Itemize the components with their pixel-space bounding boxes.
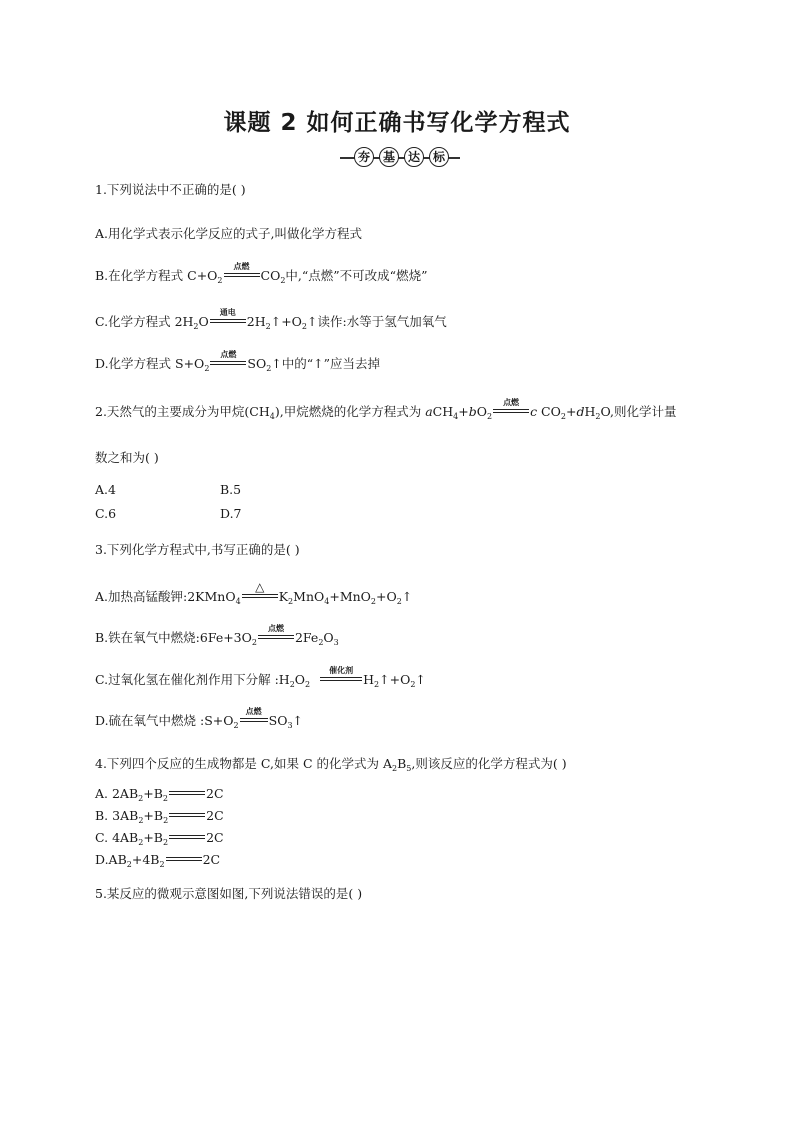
q3-option-b: B.铁在氧气中燃烧$:6Fe+3O_2$ 点燃 $2Fe_2O_3$ <box>95 624 339 647</box>
equals-sign <box>169 811 205 819</box>
equals-sign <box>169 833 205 841</box>
q1-stem: 1.下列说法中不正确的是( ) <box>95 182 246 197</box>
reaction-condition: 点燃 <box>210 359 246 367</box>
q4-option-d: $D.AB_2+4B_2$ 2C <box>95 852 221 869</box>
page-title: 课题 2 如何正确书写化学方程式 <box>223 110 571 136</box>
reaction-condition: 催化剂 <box>320 675 362 683</box>
q1-option-b: B.在化学方程式 $C+O_2$ 点燃 $CO_2$中,“点燃”不可改成“燃烧” <box>95 262 428 285</box>
badge-char: 基 <box>379 147 399 167</box>
q4-option-c: C. $4AB_2+B_2$ 2C <box>95 830 224 847</box>
q4-option-b: B. $3AB_2+B_2$ 2C <box>95 808 224 825</box>
q3-option-d: D.硫在氧气中燃烧 $:S+O_2$ 点燃 $SO_3↑$ <box>95 707 304 730</box>
equals-sign <box>169 789 205 797</box>
q4-option-a: A. $2AB_2+B_2$ 2C <box>95 786 224 803</box>
q2-option-d: D.7 <box>220 506 242 521</box>
q4-stem: 4.下列四个反应的生成物都是 C,如果 C 的化学式为 $A_2B_5$,则该反应的化学方程式为( ) <box>95 756 567 773</box>
q3-option-a: A.加热高锰酸钾:2KMnO$_4$ △ $K_2MnO_4+MnO_2+O_2↑$ <box>95 580 413 606</box>
q1-option-c: C.化学方程式 $2H_2O$ 通电 $2H_2↑+O_2↑$读作:水等于氢气加氧气 <box>95 308 447 331</box>
q2-option-b: B.5 <box>220 482 242 497</box>
reaction-condition: 点燃 <box>240 716 268 724</box>
badge-char: 达 <box>404 147 424 167</box>
q3-option-c: C.过氧化氢在催化剂作用下分解 $:H_2O_2$ 催化剂 $H_2↑+O_2↑$ <box>95 666 426 689</box>
badge-char: 夯 <box>354 147 374 167</box>
equals-sign <box>166 855 202 863</box>
section-badge <box>340 147 460 169</box>
reaction-condition: 点燃 <box>224 271 260 279</box>
q2-stem: 2.天然气的主要成分为甲烷$(CH_4)$,甲烷燃烧的化学方程式为 $aCH_4+bO_2$ 点燃 c $CO_2+dH_2O$,则化学计量 <box>95 398 677 421</box>
q2-option-a: A.4 <box>95 482 116 497</box>
reaction-condition: △ <box>242 592 278 600</box>
q5-stem: 5.某反应的微观示意图如图,下列说法错误的是( ) <box>95 886 363 901</box>
q2-stem-cont: 数之和为( ) <box>95 450 159 465</box>
reaction-condition: 通电 <box>210 317 246 325</box>
reaction-condition: 点燃 <box>258 633 294 641</box>
q1-option-a: A.用化学式表示化学反应的式子,叫做化学方程式 <box>95 226 362 241</box>
reaction-condition: 点燃 <box>493 407 529 415</box>
q3-stem: 3.下列化学方程式中,书写正确的是( ) <box>95 542 300 557</box>
badge-char: 标 <box>429 147 449 167</box>
q2-option-c: C.6 <box>95 506 117 521</box>
q1-option-d: D.化学方程式 $S+O_2$ 点燃 $SO_2↑$中的“↑”应当去掉 <box>95 350 381 373</box>
